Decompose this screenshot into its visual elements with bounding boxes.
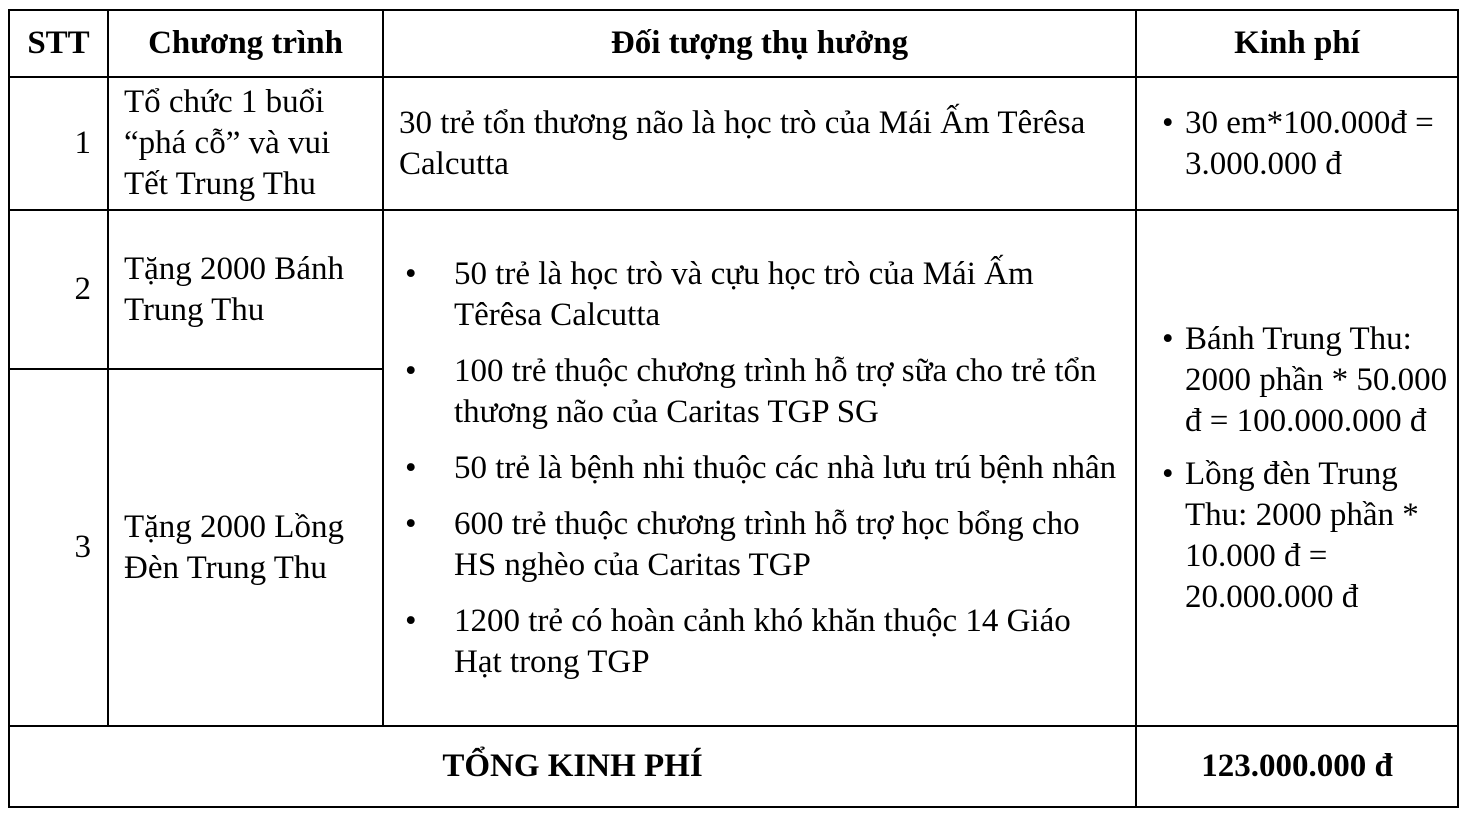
cost-item: • Bánh Trung Thu: 2000 phần * 50.000 đ = 100.000.000 đ — [1162, 319, 1451, 442]
header-beneficiaries: Đối tượng thụ hưởng — [383, 10, 1136, 77]
shared-beneficiaries-cell — [383, 210, 1136, 726]
header-program: Chương trình — [108, 10, 383, 77]
row-2-program: Tặng 2000 Bánh Trung Thu — [108, 210, 383, 369]
row-3-stt: 3 — [9, 369, 108, 726]
header-cost: Kinh phí — [1136, 10, 1458, 77]
shared-cost-cell — [1136, 210, 1458, 726]
table-row — [9, 77, 1458, 210]
cost-item: • 30 em*100.000đ = 3.000.000 đ — [1162, 103, 1451, 185]
table-row — [9, 210, 1458, 369]
row-1-cost-list — [1162, 103, 1451, 185]
row-1-beneficiary: 30 trẻ tổn thương não là học trò của Mái Ấm Têrêsa Calcutta — [383, 77, 1136, 210]
total-value: 123.000.000 đ — [1136, 726, 1458, 807]
row-3-program: Tặng 2000 Lồng Đèn Trung Thu — [108, 369, 383, 726]
row-2-stt: 2 — [9, 210, 108, 369]
list-item: • 600 trẻ thuộc chương trình hỗ trợ học bổng cho HS nghèo của Caritas TGP — [399, 504, 1125, 586]
row-1-cost-cell — [1136, 77, 1458, 210]
row-1-program: Tổ chức 1 buổi “phá cỗ” và vui Tết Trung Thu — [108, 77, 383, 210]
list-item: • 1200 trẻ có hoàn cảnh khó khăn thuộc 14 Giáo Hạt trong TGP — [399, 601, 1125, 683]
list-item: • 100 trẻ thuộc chương trình hỗ trợ sữa cho trẻ tổn thương não của Caritas TGP SG — [399, 351, 1125, 433]
list-item: • 50 trẻ là bệnh nhi thuộc các nhà lưu trú bệnh nhân — [399, 448, 1125, 489]
cost-item: • Lồng đèn Trung Thu: 2000 phần * 10.000 đ = 20.000.000 đ — [1162, 454, 1451, 618]
total-row — [9, 726, 1458, 807]
total-label: TỔNG KINH PHÍ — [9, 726, 1136, 807]
cost-list — [1162, 319, 1451, 618]
header-stt: STT — [9, 10, 108, 77]
row-1-stt: 1 — [9, 77, 108, 210]
beneficiary-list — [399, 254, 1125, 683]
list-item: • 50 trẻ là học trò và cựu học trò của Mái Ấm Têrêsa Calcutta — [399, 254, 1125, 336]
header-row — [9, 10, 1458, 77]
budget-table — [8, 9, 1459, 808]
